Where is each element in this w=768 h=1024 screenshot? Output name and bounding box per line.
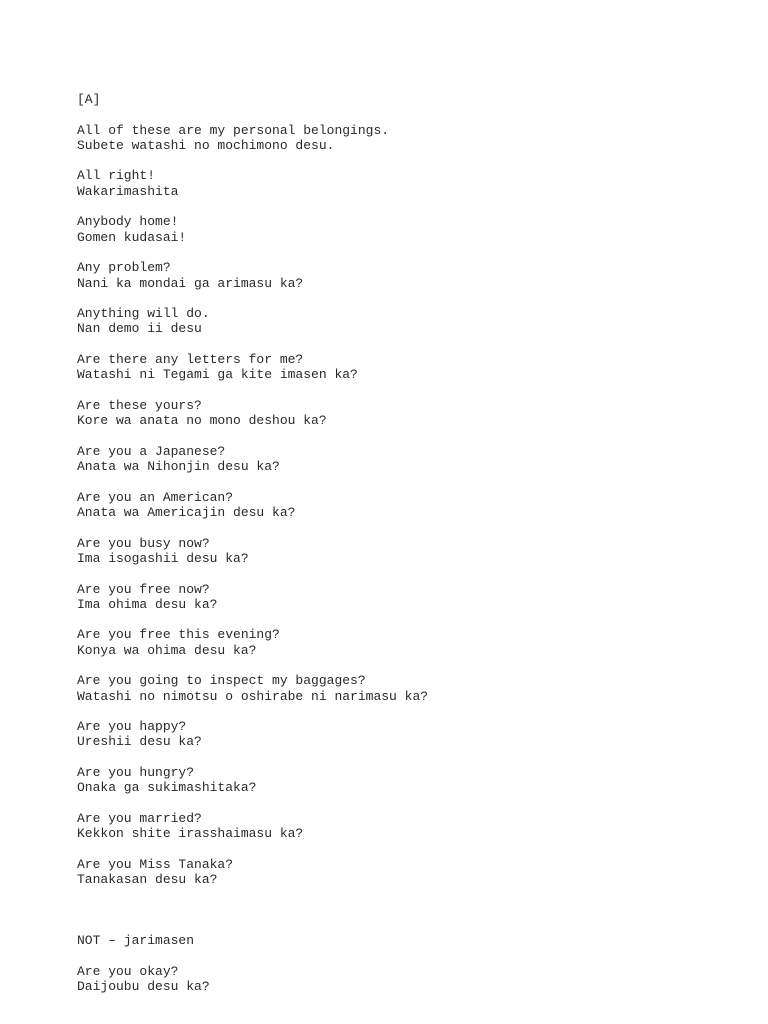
english-phrase: Are you married? xyxy=(77,810,202,826)
english-phrase: Are you happy? xyxy=(77,719,187,735)
phrase-entry xyxy=(77,719,737,750)
phrase-entry xyxy=(77,398,737,429)
japanese-phrase: Watashi no nimotsu o oshirabe ni narimasu ka? xyxy=(77,688,429,704)
phrase-entry xyxy=(77,352,737,383)
japanese-phrase: Ureshii desu ka? xyxy=(77,734,202,750)
phrase-entry xyxy=(77,765,737,796)
japanese-phrase: Subete watashi no mochimono desu. xyxy=(77,137,335,153)
english-phrase: Are you busy now? xyxy=(77,535,210,551)
phrase-entry xyxy=(77,536,737,567)
phrase-entry xyxy=(77,168,737,199)
english-phrase: Are you free this evening? xyxy=(77,627,280,643)
japanese-phrase: Watashi ni Tegami ga kite imasen ka? xyxy=(77,367,358,383)
phrase-list xyxy=(77,92,737,1010)
english-phrase: All of these are my personal belongings. xyxy=(77,122,390,138)
english-phrase: Are these yours? xyxy=(77,397,202,413)
phrase-entry xyxy=(77,964,737,995)
phrase-entry xyxy=(77,306,737,337)
section-label: [A] xyxy=(77,92,101,107)
phrase-entry xyxy=(77,123,737,154)
english-phrase: Anything will do. xyxy=(77,306,210,322)
english-phrase: Anybody home! xyxy=(77,214,179,230)
english-phrase: Are you Miss Tanaka? xyxy=(77,856,234,872)
english-phrase: Are there any letters for me? xyxy=(77,352,304,368)
phrase-entry xyxy=(77,673,737,704)
english-phrase: All right! xyxy=(77,168,156,184)
japanese-phrase: Onaka ga sukimashitaka? xyxy=(77,780,257,796)
japanese-phrase: Tanakasan desu ka? xyxy=(77,872,218,888)
japanese-phrase: Daijoubu desu ka? xyxy=(77,979,210,995)
phrase-entry xyxy=(77,444,737,475)
japanese-phrase: Nani ka mondai ga arimasu ka? xyxy=(77,275,304,291)
english-phrase: Are you going to inspect my baggages? xyxy=(77,673,366,689)
phrase-entry xyxy=(77,582,737,613)
japanese-phrase: Anata wa Nihonjin desu ka? xyxy=(77,459,280,475)
japanese-phrase: Ima ohima desu ka? xyxy=(77,596,218,612)
grammar-note: NOT – jarimasen xyxy=(77,933,195,949)
english-phrase: Any problem? xyxy=(77,260,171,276)
japanese-phrase: Anata wa Americajin desu ka? xyxy=(77,505,296,521)
english-phrase: Are you free now? xyxy=(77,581,210,597)
phrase-entry xyxy=(77,260,737,291)
japanese-phrase: Gomen kudasai! xyxy=(77,229,187,245)
japanese-phrase: Kekkon shite irasshaimasu ka? xyxy=(77,826,304,842)
japanese-phrase: Nan demo ii desu xyxy=(77,321,202,337)
japanese-phrase: Wakarimashita xyxy=(77,183,179,199)
phrase-entry xyxy=(77,627,737,658)
english-phrase: Are you an American? xyxy=(77,489,234,505)
phrase-entry xyxy=(77,490,737,521)
japanese-phrase: Konya wa ohima desu ka? xyxy=(77,642,257,658)
english-phrase: Are you okay? xyxy=(77,964,179,980)
japanese-phrase: Ima isogashii desu ka? xyxy=(77,550,249,566)
english-phrase: Are you a Japanese? xyxy=(77,443,226,459)
phrase-entry xyxy=(77,811,737,842)
phrase-entry xyxy=(77,214,737,245)
english-phrase: Are you hungry? xyxy=(77,765,195,781)
japanese-phrase: Kore wa anata no mono deshou ka? xyxy=(77,413,327,429)
phrase-entry xyxy=(77,857,737,888)
